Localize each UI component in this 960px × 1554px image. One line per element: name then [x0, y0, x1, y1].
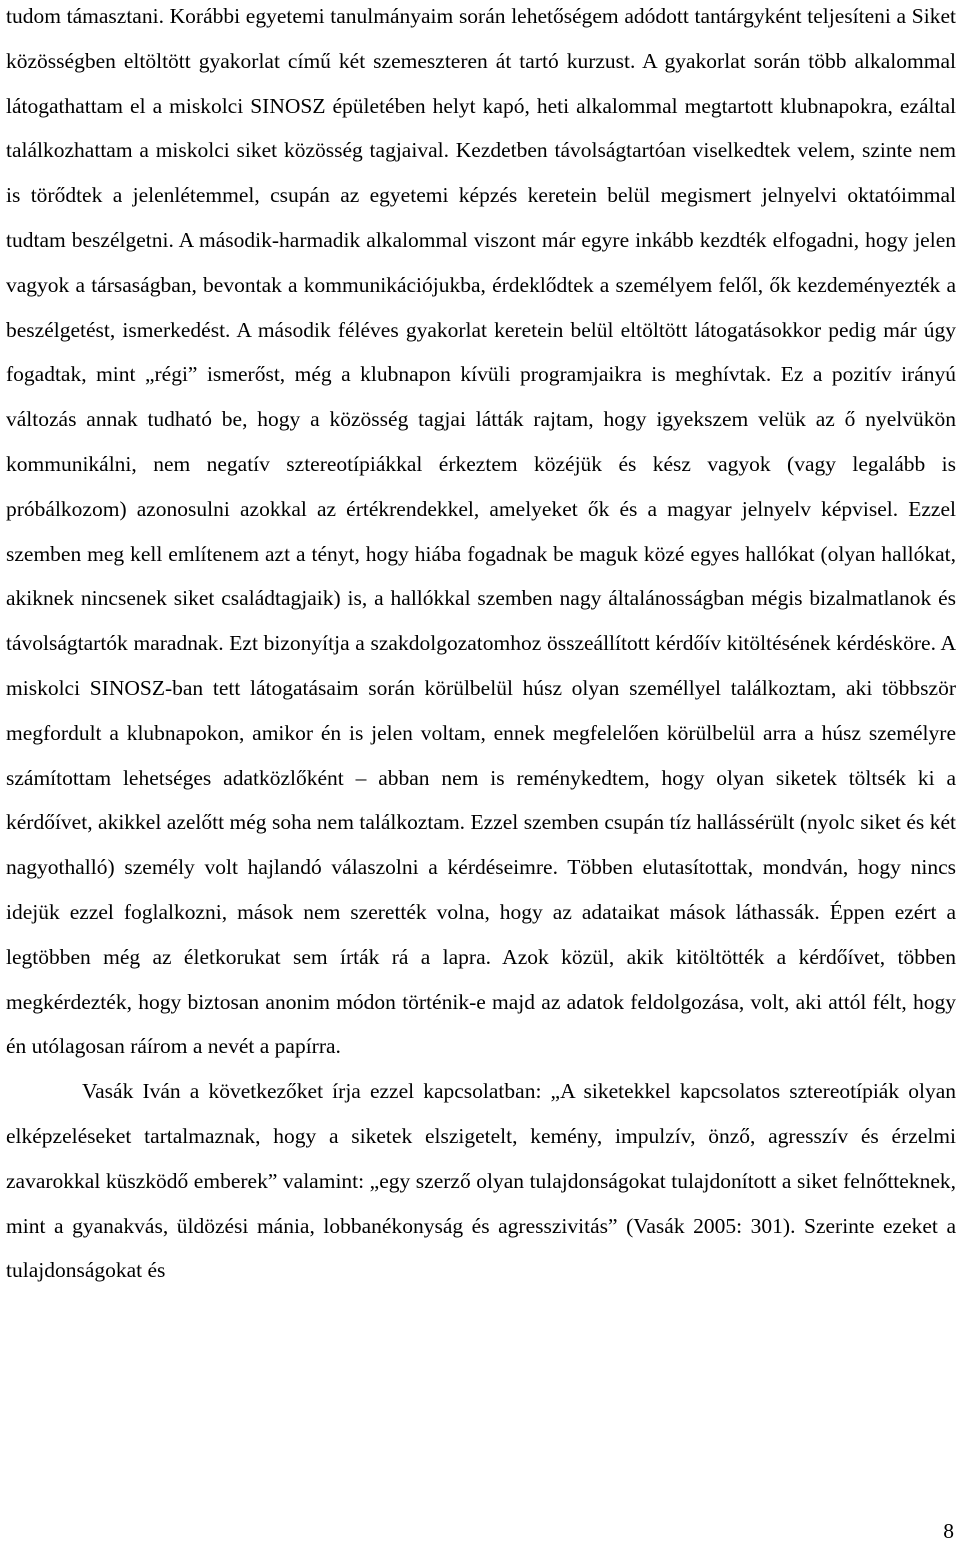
document-page: [6, 0, 956, 1293]
page-number: 8: [943, 1519, 954, 1543]
body-paragraph-2: Vasák Iván a következőket írja ezzel kapcsolatban: „A siketekkel kapcsolatos sztereotípiák olyan elképzeléseket tartalmaznak, hogy a siketek elszigetelt, kemény, impulzív, önző, agresszív és érzelmi zavarokkal küszködő emberek” valamint: „egy szerző olyan tulajdonságokat tulajdonított a siket felnőtteknek, mint a gyanakvás, üldözési mánia, lobbanékonyság és agresszivitás” (Vasák 2005: 301). Szerinte ezeket a tulajdonságokat és: [6, 1079, 956, 1283]
body-paragraph-1: tudom támasztani. Korábbi egyetemi tanulmányaim során lehetőségem adódott tantárgyként teljesíteni a Siket közösségben eltöltött gyakorlat című két szemeszteren át tartó kurzust. A gyakorlat során több alkalommal látogathattam el a miskolci SINOSZ épületében helyt kapó, heti alkalommal megtartott klubnapokra, ezáltal találkozhattam a miskolci siket közösség tagjaival. Kezdetben távolságtartóan viselkedtek velem, szinte nem is törődtek a jelenlétemmel, csupán az egyetemi képzés keretein belül megismert jelnyelvi oktatóimmal tudtam beszélgetni. A második-harmadik alkalommal viszont már egyre inkább kezdték elfogadni, hogy jelen vagyok a társaságban, bevontak a kommunikációjukba, érdeklődtek a személyem felől, ők kezdeményezték a beszélgetést, ismerkedést. A második féléves gyakorlat keretein belül eltöltött látogatásokkor pedig már úgy fogadtak, mint „régi” ismerőst, még a klubnapon kívüli programjaikra is meghívtak. Ez a pozitív irányú változás annak tudható be, hogy a közösség tagjai látták rajtam, hogy igyekszem velük az ő nyelvükön kommunikálni, nem negatív sztereotípiákkal érkeztem közéjük és kész vagyok (vagy legalább is próbálkozom) azonosulni azokkal az értékrendekkel, amelyeket ők és a magyar jelnyelv képvisel. Ezzel szemben meg kell említenem azt a tényt, hogy hiába fogadnak be maguk közé egyes hallókat (olyan hallókat, akiknek nincsenek siket családtagjaik) is, a hallókkal szemben nagy általánosságban mégis bizalmatlanok és távolságtartók maradnak. Ezt bizonyítja a szakdolgozatomhoz összeállított kérdőív kitöltésének kérdésköre. A miskolci SINOSZ-ban tett látogatásaim során körülbelül húsz olyan személlyel találkoztam, aki többször megfordult a klubnapokon, amikor én is jelen voltam, ennek megfelelően körülbelül arra a húsz személyre számítottam lehetséges adatközlőként – abban nem is reménykedtem, hogy olyan siketek töltsék ki a kérdőívet, akikkel azelőtt még soha nem találkoztam. Ezzel szemben csupán tíz hallássérült (nyolc siket és két nagyothalló) személy volt hajlandó válaszolni a kérdéseimre. Többen elutasítottak, mondván, hogy nincs idejük ezzel foglalkozni, mások nem szerették volna, hogy az adataikat mások láthassák. Éppen ezért a legtöbben még az életkorukat sem írták rá a lapra. Azok közül, akik kitöltötték a kérdőívet, többen megkérdezték, hogy biztosan anonim módon történik-e majd az adatok feldolgozása, volt, aki attól félt, hogy én utólagosan ráírom a nevét a papírra.: [6, 4, 956, 1059]
